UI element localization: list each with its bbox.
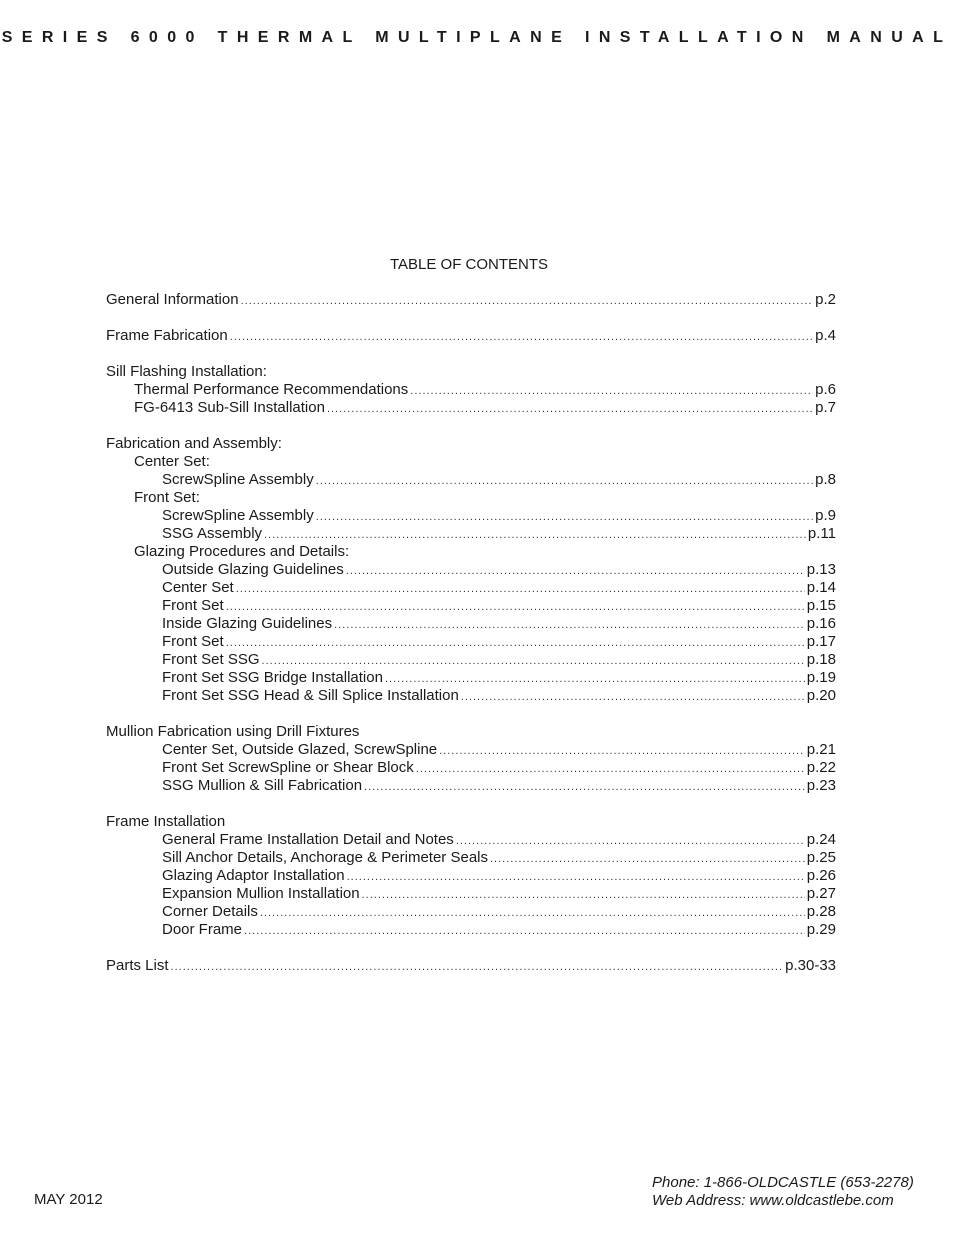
toc-entry-label: Expansion Mullion Installation	[162, 885, 360, 902]
toc-entry	[106, 777, 836, 795]
toc-entry-label: ScrewSpline Assembly	[162, 471, 314, 488]
toc-entry-label: Glazing Procedures and Details:	[134, 543, 350, 560]
toc-entry-label: Center Set:	[134, 453, 210, 470]
toc-entry-page: p.19	[806, 669, 836, 686]
phone-number: Phone: 1-866-OLDCASTLE (653-2278)	[652, 1174, 914, 1191]
toc-entry-label: Center Set, Outside Glazed, ScrewSpline	[162, 741, 438, 758]
toc-section-heading	[106, 723, 836, 741]
toc-entry-label: Front Set	[162, 633, 224, 650]
toc-entry-page: p.9	[815, 507, 836, 524]
toc-entry-page: p.22	[806, 759, 836, 776]
toc-entry-page: p.15	[806, 597, 836, 614]
toc-entry	[106, 651, 836, 669]
web-address: Web Address: www.oldcastlebe.com	[652, 1192, 894, 1209]
dot-leader	[226, 598, 805, 616]
dot-leader	[226, 634, 805, 652]
toc-entry-label: Parts List	[106, 957, 169, 974]
dot-leader	[416, 760, 805, 778]
toc-entry	[106, 921, 836, 939]
toc-entry-label: Glazing Adaptor Installation	[162, 867, 345, 884]
dot-leader	[346, 562, 805, 580]
dot-leader	[260, 904, 805, 922]
toc-entry-page: p.26	[806, 867, 836, 884]
dot-leader	[456, 832, 805, 850]
dot-leader	[316, 472, 813, 490]
toc-entry-page: p.20	[806, 687, 836, 704]
dot-leader	[327, 400, 813, 418]
dot-leader	[244, 922, 805, 940]
toc-entry	[106, 669, 836, 687]
toc-entry	[106, 615, 836, 633]
toc-entry-label: FG-6413 Sub-Sill Installation	[134, 399, 325, 416]
toc-entry-label: Front Set SSG Bridge Installation	[162, 669, 383, 686]
toc-section-heading	[106, 363, 836, 381]
toc-entry-label: Center Set	[162, 579, 234, 596]
toc-entry-page: p.11	[807, 525, 836, 542]
publication-date: MAY 2012	[34, 1191, 103, 1208]
toc-entry	[106, 687, 836, 705]
toc-entry-label: ScrewSpline Assembly	[162, 507, 314, 524]
dot-leader	[316, 508, 813, 526]
toc-entry-label: Mullion Fabrication using Drill Fixtures	[106, 723, 360, 740]
dot-leader	[236, 580, 805, 598]
dot-leader	[461, 688, 805, 706]
dot-leader	[262, 652, 805, 670]
toc-entry-label: Thermal Performance Recommendations	[134, 381, 409, 398]
dot-leader	[230, 328, 813, 346]
dot-leader	[490, 850, 805, 868]
dot-leader	[347, 868, 805, 886]
dot-leader	[385, 670, 805, 688]
toc-entry-label: Front Set SSG	[162, 651, 260, 668]
dot-leader	[334, 616, 805, 634]
toc-entry-page: p.30-33	[785, 957, 836, 974]
dot-leader	[362, 886, 805, 904]
toc-entry-page: p.8	[815, 471, 836, 488]
document-header: SERIES 6000 THERMAL MULTIPLANE INSTALLATION MANUAL	[1, 29, 953, 46]
dot-leader	[264, 526, 806, 544]
toc-entry	[106, 525, 836, 543]
toc-entry	[106, 597, 836, 615]
toc-entry-page: p.4	[815, 327, 836, 344]
toc-entry	[106, 561, 836, 579]
toc-entry-page: p.25	[806, 849, 836, 866]
toc-entry	[106, 957, 836, 975]
toc-entry-page: p.2	[815, 291, 836, 308]
toc-entry	[106, 759, 836, 777]
toc-entry-label: General Information	[106, 291, 239, 308]
toc-section-heading	[106, 489, 836, 507]
toc-entry-page: p.14	[806, 579, 836, 596]
toc-section-heading	[106, 813, 836, 831]
toc-entry-label: Front Set SSG Head & Sill Splice Installation	[162, 687, 459, 704]
toc-entry-label: SSG Mullion & Sill Fabrication	[162, 777, 363, 794]
dot-leader	[439, 742, 805, 760]
toc-entry	[106, 867, 836, 885]
table-of-contents	[106, 291, 836, 975]
toc-entry-label: Sill Anchor Details, Anchorage & Perimeter Seals	[162, 849, 488, 866]
toc-section-heading	[106, 435, 836, 453]
toc-entry-page: p.17	[806, 633, 836, 650]
toc-title: TABLE OF CONTENTS	[389, 256, 549, 273]
toc-entry-label: SSG Assembly	[162, 525, 263, 542]
toc-entry	[106, 885, 836, 903]
toc-entry-label: Frame Fabrication	[106, 327, 228, 344]
toc-entry	[106, 327, 836, 345]
toc-entry-label: Fabrication and Assembly:	[106, 435, 282, 452]
toc-entry-page: p.24	[806, 831, 836, 848]
toc-entry	[106, 741, 836, 759]
toc-entry	[106, 903, 836, 921]
dot-leader	[410, 382, 813, 400]
toc-entry-label: Sill Flashing Installation:	[106, 363, 267, 380]
dot-leader	[171, 958, 784, 976]
toc-entry	[106, 831, 836, 849]
contact-info	[652, 1174, 914, 1210]
toc-entry	[106, 633, 836, 651]
toc-entry	[106, 471, 836, 489]
toc-entry-label: Front Set ScrewSpline or Shear Block	[162, 759, 414, 776]
toc-entry-label: Corner Details	[162, 903, 258, 920]
dot-leader	[364, 778, 805, 796]
toc-entry-page: p.6	[815, 381, 836, 398]
toc-entry-page: p.29	[806, 921, 836, 938]
toc-entry-label: General Frame Installation Detail and Notes	[162, 831, 454, 848]
toc-entry-page: p.21	[806, 741, 836, 758]
toc-entry	[106, 849, 836, 867]
toc-entry	[106, 291, 836, 309]
toc-entry-label: Outside Glazing Guidelines	[162, 561, 344, 578]
toc-entry-page: p.28	[806, 903, 836, 920]
toc-entry-page: p.27	[806, 885, 836, 902]
toc-entry-page: p.7	[815, 399, 836, 416]
toc-section-heading	[106, 453, 836, 471]
toc-entry-label: Front Set	[162, 597, 224, 614]
dot-leader	[241, 292, 814, 310]
toc-entry-page: p.13	[806, 561, 836, 578]
toc-entry-label: Frame Installation	[106, 813, 226, 830]
toc-entry-label: Inside Glazing Guidelines	[162, 615, 333, 632]
toc-entry	[106, 579, 836, 597]
toc-section-heading	[106, 543, 836, 561]
toc-entry-page: p.23	[806, 777, 836, 794]
toc-entry	[106, 381, 836, 399]
toc-entry-page: p.16	[806, 615, 836, 632]
toc-entry	[106, 399, 836, 417]
toc-entry-page: p.18	[806, 651, 836, 668]
toc-entry-label: Door Frame	[162, 921, 243, 938]
toc-entry-label: Front Set:	[134, 489, 200, 506]
toc-entry	[106, 507, 836, 525]
